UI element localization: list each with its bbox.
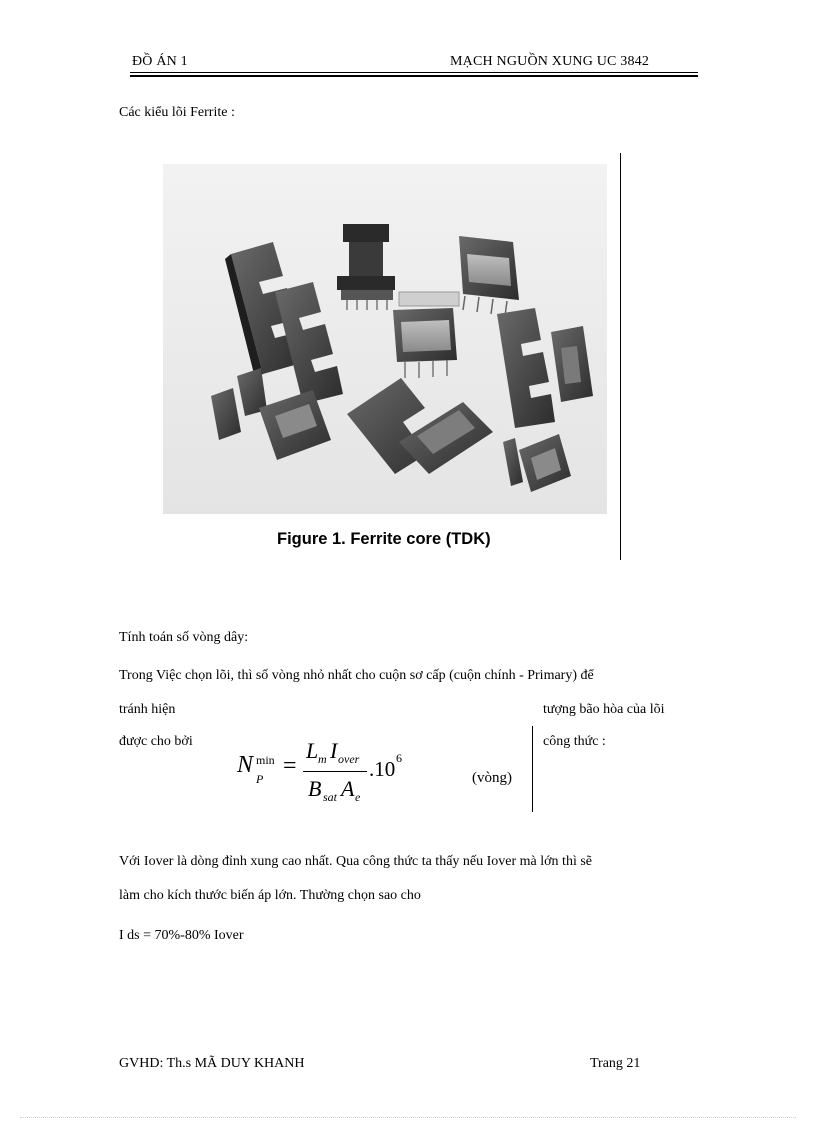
formula-I: I [330,738,338,763]
formula-B-sub: sat [323,790,338,804]
formula-N-sup: min [256,753,275,767]
paragraph1-line3-left: được cho bởi [119,734,193,749]
formula-unit: (vòng) [472,770,512,786]
paragraph2-line1: Với Iover là dòng đỉnh xung cao nhất. Qua công thức ta thấy nếu Iover mà lớn thì sẽ [119,854,592,869]
formula-exponent: 6 [396,751,402,765]
formula-I-sub: over [338,752,360,766]
header-right: MẠCH NGUỒN XUNG UC 3842 [450,54,650,69]
ferrite-core-photo [163,164,607,514]
paragraph1-line2-right: tượng bão hòa của lõi [543,702,665,717]
subtitle-turns: Tính toán số vòng dây: [119,630,249,645]
formula-B: B [308,776,322,801]
formula-A: A [341,776,355,801]
header-rule-thick [130,75,698,77]
footer-left: GVHD: Th.s MÃ DUY KHANH [119,1056,305,1071]
formula-equals: = [283,753,297,779]
formula-multiplier: .10 [369,757,396,781]
formula-N-sub: P [256,772,264,786]
footer-page-number: Trang 21 [590,1056,641,1071]
formula-N: N [237,752,254,778]
paragraph1-line1: Trong Việc chọn lõi, thì số vòng nhỏ nhất cho cuộn sơ cấp (cuộn chính - Primary) để [119,668,594,683]
header-left: ĐỒ ÁN 1 [132,54,188,69]
formula-L-sub: m [318,752,327,766]
formula-L: L [306,738,319,763]
paragraph1-line2-left: tránh hiện [119,702,176,717]
page-bottom-border [20,1117,796,1118]
section-title: Các kiểu lõi Ferrite : [119,105,235,120]
figure-frame-line [620,153,621,560]
formula-A-sub: e [355,790,361,804]
figure-caption: Figure 1. Ferrite core (TDK) [277,530,491,548]
formula-fraction-bar [303,771,367,772]
paragraph2-line2: làm cho kích thước biến áp lớn. Thường chọn sao cho [119,888,421,903]
formula-frame-line [532,726,533,812]
paragraph1-line3-right: công thức : [543,734,606,749]
header-rule-thin [130,72,698,73]
paragraph2-line3: I ds = 70%-80% Iover [119,928,244,943]
